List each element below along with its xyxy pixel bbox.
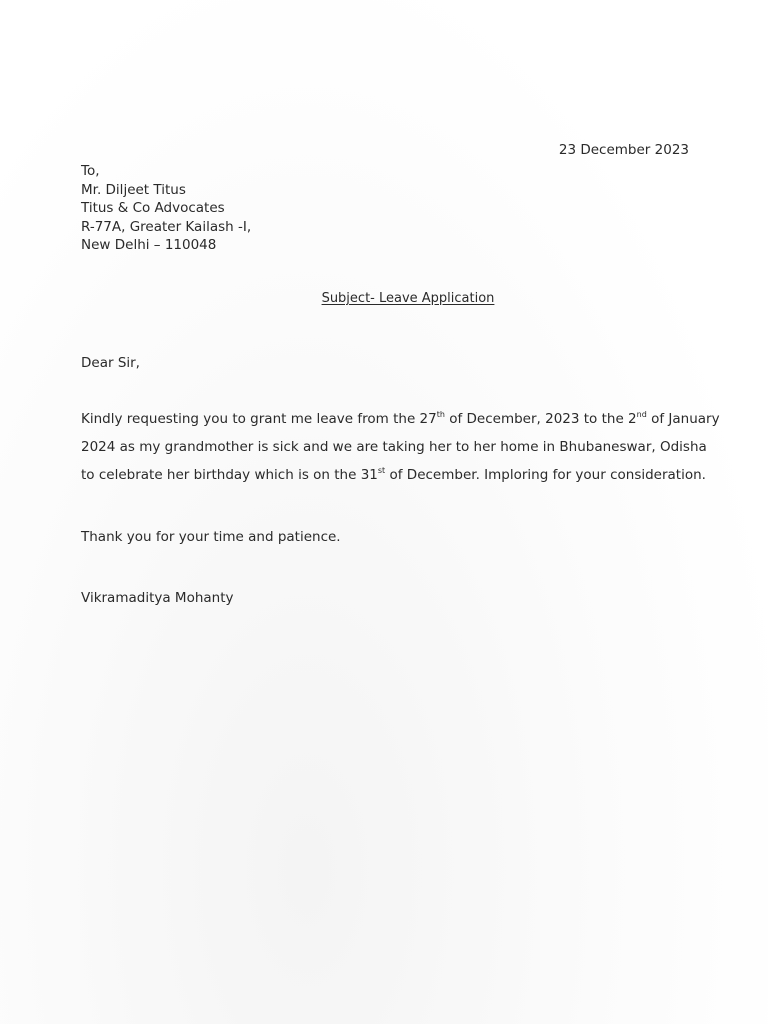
body-line-3-part-b: of December. Imploring for your consideration. [385,467,706,483]
subject-line [0,291,768,306]
recipient-address [81,162,251,255]
address-to: To, [81,163,100,179]
body-line-1-part-c: of January [646,411,720,427]
signature-name: Vikramaditya Mohanty [81,590,234,606]
recipient-firm: Titus & Co Advocates [81,200,225,216]
ordinal-suffix-2: nd [636,410,647,419]
body-line-2: 2024 as my grandmother is sick and we are taking her to her home in Bhubaneswar, Odisha [81,439,707,455]
body-line-3-part-a: to celebrate her birthday which is on the 31 [81,467,378,483]
ordinal-suffix-27: th [436,410,445,419]
body-line-1 [81,405,720,433]
subject-text: Subject- Leave Application [321,291,495,306]
letter-date: 23 December 2023 [558,142,689,158]
body-line-1-part-a: Kindly requesting you to grant me leave from the 27 [81,411,437,427]
body-line-3 [81,461,706,489]
body-line-1-part-b: of December, 2023 to the 2 [444,411,637,427]
recipient-street: R-77A, Greater Kailash -I, [81,218,252,235]
ordinal-suffix-31: st [377,466,386,475]
salutation: Dear Sir, [81,355,140,371]
closing-line: Thank you for your time and patience. [81,529,341,545]
letter-body [81,405,720,489]
recipient-city: New Delhi – 110048 [81,237,217,253]
recipient-name: Mr. Diljeet Titus [81,181,186,198]
